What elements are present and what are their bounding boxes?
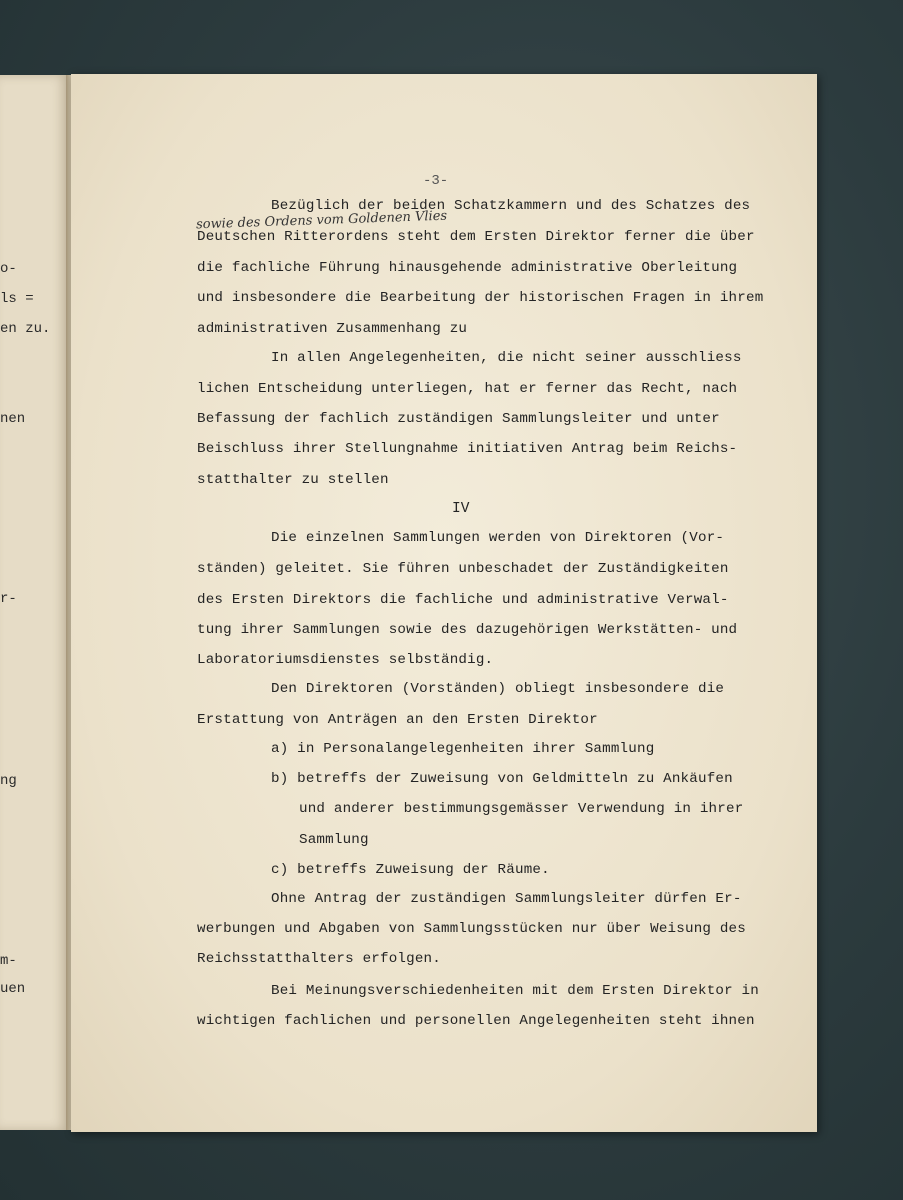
- text-line: administrativen Zusammenhang zu: [197, 321, 468, 337]
- text-line: des Ersten Direktors die fachliche und administrative Verwal-: [197, 592, 729, 608]
- left-fragment: uen: [0, 981, 26, 997]
- text-line: Erstattung von Anträgen an den Ersten Direktor: [197, 712, 598, 728]
- text-line: Deutschen Ritterordens steht dem Ersten Direktor ferner die über: [197, 229, 755, 245]
- left-page-edge: [0, 75, 68, 1130]
- left-fragment: nen: [0, 411, 26, 427]
- page-number: -3-: [423, 173, 449, 189]
- text-line: Bei Meinungsverschiedenheiten mit dem Ersten Direktor in: [271, 983, 759, 999]
- handwritten-insertion: sowie des Ordens vom Goldenen Vlies: [195, 208, 448, 233]
- text-line: wichtigen fachlichen und personellen Angelegenheiten steht ihnen: [197, 1013, 755, 1029]
- text-line: Laboratoriumsdienstes selbständig.: [197, 652, 494, 668]
- text-line: a) in Personalangelegenheiten ihrer Sammlung: [271, 741, 655, 757]
- left-fragment: ls =: [0, 291, 34, 307]
- text-line: b) betreffs der Zuweisung von Geldmitteln zu Ankäufen: [271, 771, 733, 787]
- left-fragment: ng: [0, 773, 17, 789]
- text-line: und anderer bestimmungsgemässer Verwendung in ihrer: [299, 801, 744, 817]
- text-line: Die einzelnen Sammlungen werden von Direktoren (Vor-: [271, 530, 725, 546]
- section-heading: IV: [452, 501, 470, 517]
- text-line: tung ihrer Sammlungen sowie des dazugehörigen Werkstätten- und: [197, 622, 738, 638]
- left-fragment: r-: [0, 591, 17, 607]
- text-line: die fachliche Führung hinausgehende administrative Oberleitung: [197, 260, 738, 276]
- text-line: lichen Entscheidung unterliegen, hat er ferner das Recht, nach: [197, 381, 738, 397]
- text-line: Bezüglich der beiden Schatzkammern und des Schatzes des: [271, 198, 751, 214]
- text-line: Den Direktoren (Vorständen) obliegt insbesondere die: [271, 681, 725, 697]
- text-line: Reichsstatthalters erfolgen.: [197, 951, 441, 967]
- text-line: c) betreffs Zuweisung der Räume.: [271, 862, 550, 878]
- text-line: Befassung der fachlich zuständigen Sammlungsleiter und unter: [197, 411, 720, 427]
- text-line: ständen) geleitet. Sie führen unbeschadet der Zuständigkeiten: [197, 561, 729, 577]
- text-line: In allen Angelegenheiten, die nicht seiner ausschliess: [271, 350, 742, 366]
- left-fragment: en zu.: [0, 321, 51, 337]
- text-line: Ohne Antrag der zuständigen Sammlungsleiter dürfen Er-: [271, 891, 742, 907]
- text-line: werbungen und Abgaben von Sammlungsstücken nur über Weisung des: [197, 921, 746, 937]
- text-line: Beischluss ihrer Stellungnahme initiativen Antrag beim Reichs-: [197, 441, 738, 457]
- text-line: statthalter zu stellen: [197, 472, 389, 488]
- text-line: und insbesondere die Bearbeitung der historischen Fragen in ihrem: [197, 290, 764, 306]
- left-fragment: o-: [0, 261, 17, 277]
- text-line: Sammlung: [299, 832, 369, 848]
- left-fragment: m-: [0, 953, 17, 969]
